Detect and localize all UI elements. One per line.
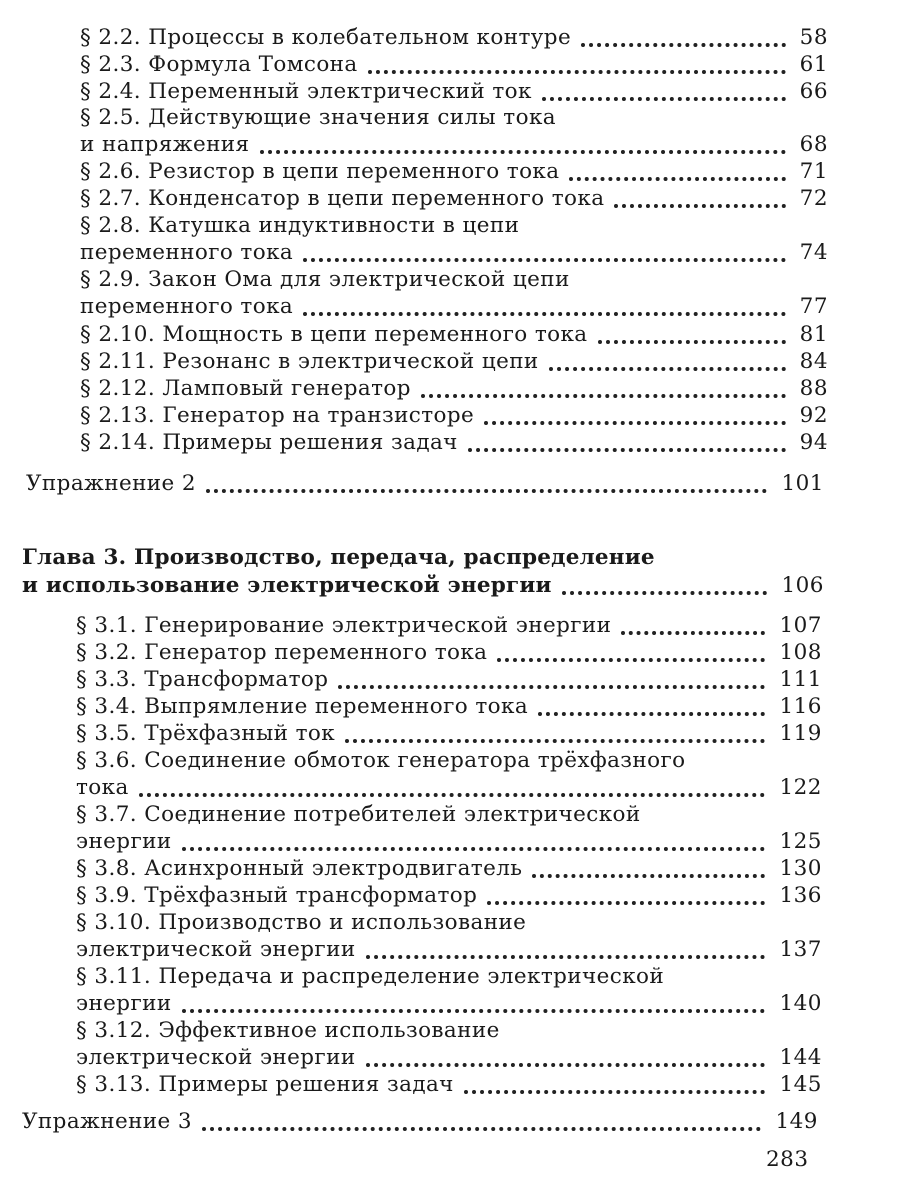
toc-entry-page: 122	[779, 775, 822, 800]
toc-exercise-entry[interactable]	[22, 1108, 818, 1135]
toc-entry-title: § 2.2. Процессы в колебательном контуре	[80, 25, 572, 50]
toc-entry[interactable]	[80, 293, 828, 320]
toc-entry[interactable]	[80, 239, 828, 266]
toc-entry-page: 116	[779, 694, 822, 719]
toc-entry-page: 136	[779, 883, 822, 908]
toc-entry[interactable]	[80, 131, 828, 158]
toc-entry-title-cont: энергии	[76, 829, 172, 854]
toc-entry-title: § 3.6. Соединение обмоток генератора трёхфазного	[76, 748, 686, 773]
dot-leader	[338, 684, 765, 689]
toc-entry-page: 66	[799, 79, 828, 104]
dot-leader	[497, 657, 765, 662]
exercise-title: Упражнение 2	[26, 471, 196, 496]
dot-leader	[464, 1089, 766, 1094]
toc-entry[interactable]	[80, 348, 828, 375]
exercise-page: 101	[781, 471, 824, 496]
toc-entry-title-cont: переменного тока	[80, 294, 294, 319]
toc-entry-line1[interactable]	[76, 801, 822, 828]
toc-entry-page: 94	[799, 430, 828, 455]
toc-entry[interactable]	[76, 612, 822, 639]
toc-entry-page: 92	[799, 403, 828, 428]
toc-entry[interactable]	[76, 774, 822, 801]
toc-entry[interactable]	[80, 185, 828, 212]
toc-entry-title-cont: тока	[76, 775, 129, 800]
toc-entry-title: § 3.1. Генерирование электрической энергии	[76, 613, 612, 638]
dot-leader	[182, 846, 766, 851]
toc-entry[interactable]	[76, 639, 822, 666]
dot-leader	[581, 42, 786, 47]
toc-entry-page: 119	[779, 721, 822, 746]
chapter-page: 106	[781, 573, 824, 598]
toc-entry-page: 74	[799, 240, 828, 265]
toc-entry-title-cont: и напряжения	[80, 132, 250, 157]
toc-entry-title: § 2.5. Действующие значения силы тока	[80, 105, 556, 130]
toc-entry-title: § 3.13. Примеры решения задач	[76, 1072, 454, 1097]
dot-leader	[562, 590, 768, 595]
toc-entry-title: § 2.11. Резонанс в электрической цепи	[80, 349, 539, 374]
dot-leader	[303, 257, 786, 262]
exercise-title: Упражнение 3	[22, 1109, 192, 1134]
toc-entry-page: 88	[799, 376, 828, 401]
toc-entry-title: § 3.9. Трёхфазный трансформатор	[76, 883, 478, 908]
toc-entry-page: 111	[779, 667, 822, 692]
toc-entry-line1[interactable]	[76, 747, 822, 774]
toc-entry-page: 137	[779, 937, 822, 962]
dot-leader	[260, 149, 786, 154]
toc-exercise-entry[interactable]	[26, 470, 824, 497]
exercise-page: 149	[775, 1109, 818, 1134]
dot-leader	[484, 420, 785, 425]
dot-leader	[206, 488, 767, 493]
toc-entry-page: 84	[799, 349, 828, 374]
dot-leader	[421, 393, 786, 398]
toc-entry[interactable]	[80, 321, 828, 348]
toc-entry-title: § 2.8. Катушка индуктивности в цепи	[80, 213, 520, 238]
toc-entry-title: § 3.4. Выпрямление переменного тока	[76, 694, 529, 719]
toc-entry[interactable]	[76, 1071, 822, 1098]
toc-entry-page: 72	[799, 186, 828, 211]
chapter-heading[interactable]	[22, 572, 824, 599]
toc-entry-title: § 3.3. Трансформатор	[76, 667, 329, 692]
dot-leader	[549, 366, 786, 371]
dot-leader	[538, 711, 765, 716]
toc-entry-title: § 2.12. Ламповый генератор	[80, 376, 411, 401]
toc-entry-page: 130	[779, 856, 822, 881]
toc-entry-title-cont: электрической энергии	[76, 937, 356, 962]
dot-leader	[468, 447, 786, 452]
dot-leader	[139, 792, 766, 797]
toc-entry-title: § 3.10. Производство и использование	[76, 910, 527, 935]
toc-entry-line1[interactable]	[80, 212, 828, 239]
dot-leader	[542, 96, 786, 101]
toc-entry-line1[interactable]	[80, 266, 828, 293]
toc-entry-title: § 2.10. Мощность в цепи переменного тока	[80, 322, 588, 347]
toc-entry[interactable]	[80, 402, 828, 429]
toc-entry[interactable]	[76, 693, 822, 720]
dot-leader	[621, 630, 765, 635]
chapter-heading-line1[interactable]	[22, 544, 824, 571]
chapter-title: Глава 3. Производство, передача, распределение	[22, 545, 655, 570]
dot-leader	[368, 69, 786, 74]
dot-leader	[345, 738, 765, 743]
toc-entry-line1[interactable]	[76, 963, 822, 990]
toc-entry[interactable]	[80, 158, 828, 185]
toc-entry[interactable]	[76, 855, 822, 882]
toc-entry-title-cont: переменного тока	[80, 240, 294, 265]
toc-entry[interactable]	[80, 24, 828, 51]
toc-entry-title-cont: энергии	[76, 991, 172, 1016]
toc-entry-title-cont: электрической энергии	[76, 1045, 356, 1070]
dot-leader	[487, 900, 765, 905]
dot-leader	[569, 176, 785, 181]
toc-entry-page: 145	[779, 1072, 822, 1097]
toc-entry-line1[interactable]	[76, 1017, 822, 1044]
toc-entry-page: 107	[779, 613, 822, 638]
toc-entry-title: § 3.11. Передача и распределение электрической	[76, 964, 665, 989]
dot-leader	[532, 873, 765, 878]
dot-leader	[366, 1062, 766, 1067]
toc-entry-page: 144	[779, 1045, 822, 1070]
toc-entry-page: 58	[799, 25, 828, 50]
toc-entry-page: 125	[779, 829, 822, 854]
toc-entry[interactable]	[76, 828, 822, 855]
chapter-title-cont: и использование электрической энергии	[22, 573, 552, 598]
toc-entry-line1[interactable]	[76, 909, 822, 936]
toc-entry-page: 61	[799, 52, 828, 77]
toc-entry-title: § 3.8. Асинхронный электродвигатель	[76, 856, 523, 881]
toc-entry-title: § 2.9. Закон Ома для электрической цепи	[80, 267, 570, 292]
toc-entry-page: 71	[799, 159, 828, 184]
toc-entry[interactable]	[76, 720, 822, 747]
toc-entry[interactable]	[76, 1044, 822, 1071]
toc-entry-title: § 2.6. Резистор в цепи переменного тока	[80, 159, 560, 184]
toc-entry-page: 68	[799, 132, 828, 157]
toc-entry-page: 108	[779, 640, 822, 665]
toc-entry-title: § 2.14. Примеры решения задач	[80, 430, 458, 455]
toc-entry[interactable]	[76, 990, 822, 1017]
toc-entry-page: 81	[799, 322, 828, 347]
toc-entry-page: 77	[799, 294, 828, 319]
toc-entry[interactable]	[80, 51, 828, 78]
toc-entry-page: 140	[779, 991, 822, 1016]
toc-entry-title: § 2.4. Переменный электрический ток	[80, 79, 532, 104]
dot-leader	[202, 1126, 761, 1131]
toc-entry-title: § 3.5. Трёхфазный ток	[76, 721, 336, 746]
toc-entry[interactable]	[76, 882, 822, 909]
toc-entry[interactable]	[76, 666, 822, 693]
page-number: 283	[766, 1147, 809, 1172]
toc-entry-title: § 3.12. Эффективное использование	[76, 1018, 500, 1043]
toc-entry-title: § 3.2. Генератор переменного тока	[76, 640, 488, 665]
dot-leader	[303, 311, 786, 316]
toc-entry-title: § 2.3. Формула Томсона	[80, 52, 358, 77]
dot-leader	[614, 203, 785, 208]
toc-entry[interactable]	[80, 375, 828, 402]
toc-entry[interactable]	[80, 78, 828, 105]
dot-leader	[182, 1008, 766, 1013]
dot-leader	[598, 339, 786, 344]
toc-entry-line1[interactable]	[80, 104, 828, 131]
toc-entry-title: § 2.13. Генератор на транзисторе	[80, 403, 475, 428]
dot-leader	[366, 954, 766, 959]
toc-entry[interactable]	[80, 429, 828, 456]
toc-entry-title: § 2.7. Конденсатор в цепи переменного тока	[80, 186, 605, 211]
toc-entry[interactable]	[76, 936, 822, 963]
toc-entry-title: § 3.7. Соединение потребителей электрической	[76, 802, 641, 827]
